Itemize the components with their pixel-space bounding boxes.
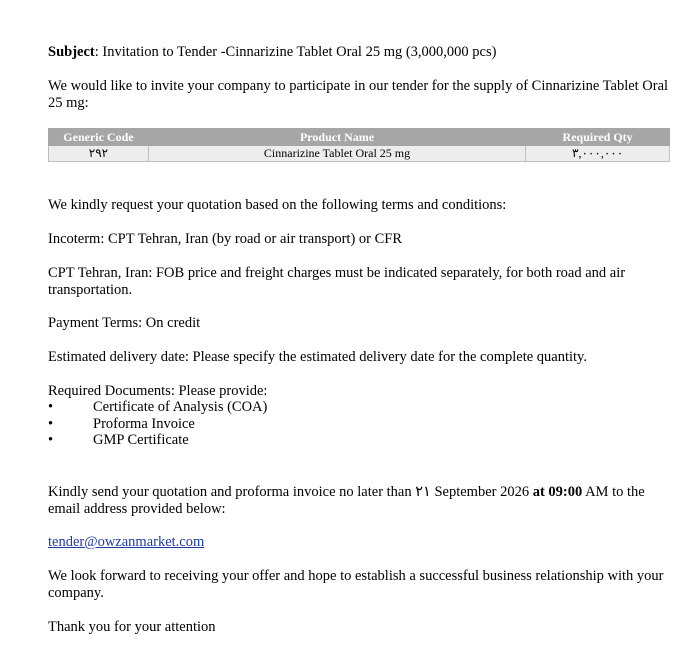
document-item: GMP Certificate	[93, 432, 189, 448]
header-generic-code: Generic Code	[49, 129, 149, 146]
cpt-paragraph: CPT Tehran, Iran: FOB price and freight charges must be indicated separately, for both road and air transportation.	[48, 265, 626, 298]
tender-table	[48, 128, 670, 162]
table-header-row	[49, 129, 670, 146]
cell-generic-code: ۲۹۲	[49, 146, 149, 162]
subject-line	[48, 44, 680, 61]
bullet-icon: •	[48, 432, 54, 448]
header-product-name: Product Name	[148, 129, 525, 146]
request-paragraph: We kindly request your quotation based on the following terms and conditions:	[48, 197, 507, 213]
subject-label: Subject	[48, 44, 95, 60]
header-required-qty: Required Qty	[526, 129, 670, 146]
email-line	[48, 534, 680, 551]
bullet-icon: •	[48, 399, 54, 415]
subject-text: : Invitation to Tender -Cinnarizine Tablet Oral 25 mg (3,000,000 pcs)	[94, 44, 497, 60]
deadline-text: Kindly send your quotation and proforma invoice no later than	[48, 484, 416, 500]
cell-product-name: Cinnarizine Tablet Oral 25 mg	[148, 146, 525, 162]
table-row	[49, 146, 670, 162]
document-item: Certificate of Analysis (COA)	[93, 399, 268, 415]
payment-paragraph: Payment Terms: On credit	[48, 315, 201, 331]
deadline-day: ۲۱	[415, 484, 431, 500]
cell-required-qty: ۳,۰۰۰,۰۰۰	[526, 146, 670, 162]
document-item: Proforma Invoice	[93, 415, 195, 432]
deadline-text-end: AM to the email address provided below:	[48, 484, 645, 517]
documents-intro: Required Documents: Please provide:	[48, 383, 268, 399]
deadline-paragraph	[48, 484, 680, 518]
intro-paragraph: We would like to invite your company to participate in our tender for the supply of Cinnarizine Tablet Oral 25 mg:	[48, 78, 669, 111]
bullet-icon: •	[48, 415, 54, 432]
deadline-time: at 09:00	[532, 484, 583, 500]
delivery-paragraph: Estimated delivery date: Please specify the estimated delivery date for the complete quantity.	[48, 349, 587, 365]
email-link[interactable]: tender@owzanmarket.com	[48, 534, 205, 550]
incoterm-paragraph: Incoterm: CPT Tehran, Iran (by road or air transport) or CFR	[48, 231, 403, 247]
closing-paragraph: We look forward to receiving your offer and hope to establish a successful business relationship with your company.	[48, 568, 664, 601]
thanks-paragraph: Thank you for your attention	[48, 619, 216, 635]
deadline-month-year: September 2026	[430, 484, 533, 500]
